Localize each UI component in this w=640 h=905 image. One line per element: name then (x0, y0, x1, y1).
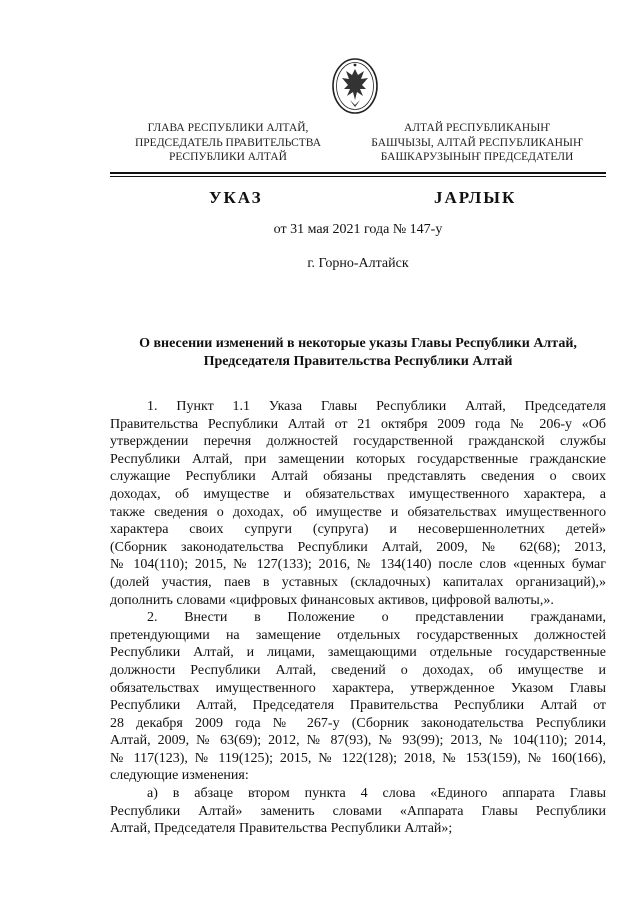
body-line: 1. Пункт 1.1 Указа Главы Республики Алтай, Председателя (147, 399, 606, 414)
body-line: а) в абзаце втором пункта 4 слова «Единого аппарата Главы (147, 786, 606, 802)
body-line: № 117(123), № 119(125); 2015, № 122(128); 2018, № 153(159), № 160(166), (110, 750, 606, 766)
body-line: Правительства Республики Алтай от 21 октября 2009 года № 206-у «Об (110, 416, 606, 432)
body-line: Республики Алтай, Председателя Правительства Республики Алтай от (110, 698, 606, 714)
issuer-line: ПРЕДСЕДАТЕЛЬ ПРАВИТЕЛЬСТВА (134, 136, 322, 149)
body-line: обязательствах имущественного характера, утвержденное Указом Главы (110, 680, 606, 696)
body-line: Республики Алтай» заменить словами «Аппарата Главы Республики (110, 803, 606, 819)
document-city: г. Горно-Алтайск (307, 256, 409, 271)
body-line: (долей участия, паев в уставных (складочных) капиталах организаций),» (110, 574, 606, 590)
body-line: дополнить словами «цифровых финансовых активов, цифровой валюты,». (110, 592, 554, 608)
document-type-title-russian: УКАЗ (209, 188, 263, 207)
issuer-line: БАШЧЫЗЫ, АЛТАЙ РЕСПУБЛИКАНЫҤ (371, 136, 583, 149)
body-line: также сведения о доходах, об имуществе и обязательствах имущественного (110, 504, 606, 520)
subject-line: О внесении изменений в некоторые указы Главы Республики Алтай, (139, 336, 577, 351)
document-type-title-altai: JАРЛЫК (434, 188, 517, 207)
coat-of-arms-emblem (330, 56, 380, 116)
document-date-number: от 31 мая 2021 года № 147-у (273, 222, 443, 237)
body-line: должности Республики Алтай, сведений о доходах, об имуществе и (110, 662, 606, 678)
body-line: претендующими на замещение отдельных государственных должностей (110, 627, 606, 643)
body-line: (Сборник законодательства Республики Алтай, 2009, № 62(68); 2013, (110, 539, 606, 555)
body-line: следующие изменения: (110, 768, 249, 784)
issuer-header-altai (352, 121, 602, 165)
issuer-header-russian (113, 121, 343, 165)
body-line: Алтай, 2009, № 63(69); 2012, № 87(93), № 93(99); 2013, № 104(110); 2014, (110, 733, 606, 749)
body-line: Алтай, Председателя Правительства Республики Алтай»; (110, 821, 453, 837)
document-body (110, 398, 606, 838)
body-line: доходах, об имуществе и обязательствах имущественного характера, а (110, 486, 606, 502)
document-subject (110, 335, 606, 371)
body-line: № 104(110); 2015, № 127(133); 2016, № 134(140) после слов «ценных бумаг (110, 557, 606, 573)
body-line: 2. Внести в Положение о представлении гражданами, (147, 610, 606, 626)
issuer-line: ГЛАВА РЕСПУБЛИКИ АЛТАЙ, (147, 122, 309, 134)
body-line: утверждении перечня должностей государственной гражданской службы (110, 434, 606, 450)
header-divider-thin (110, 176, 606, 177)
body-line: Республики Алтай, и лицами, замещающими отдельные государственные (110, 645, 606, 661)
body-line: характера своих супруги (супруга) и несовершеннолетних детей» (110, 522, 606, 538)
subject-line: Председателя Правительства Республики Алтай (203, 354, 513, 369)
body-line: служащие Республики Алтай обязаны представлять сведения о своих (110, 469, 606, 485)
issuer-line: РЕСПУБЛИКИ АЛТАЙ (169, 151, 287, 163)
issuer-line: БАШКАРУЗЫНЫҤ ПРЕДСЕДАТЕЛИ (380, 151, 574, 163)
issuer-line: АЛТАЙ РЕСПУБЛИКАНЫҤ (403, 122, 551, 134)
header-divider-thick (110, 172, 606, 174)
body-line: Республики Алтай, при замещении которых государственные гражданские (110, 451, 606, 467)
body-line: 28 декабря 2009 года № 267-у (Сборник законодательства Республики (110, 715, 606, 731)
